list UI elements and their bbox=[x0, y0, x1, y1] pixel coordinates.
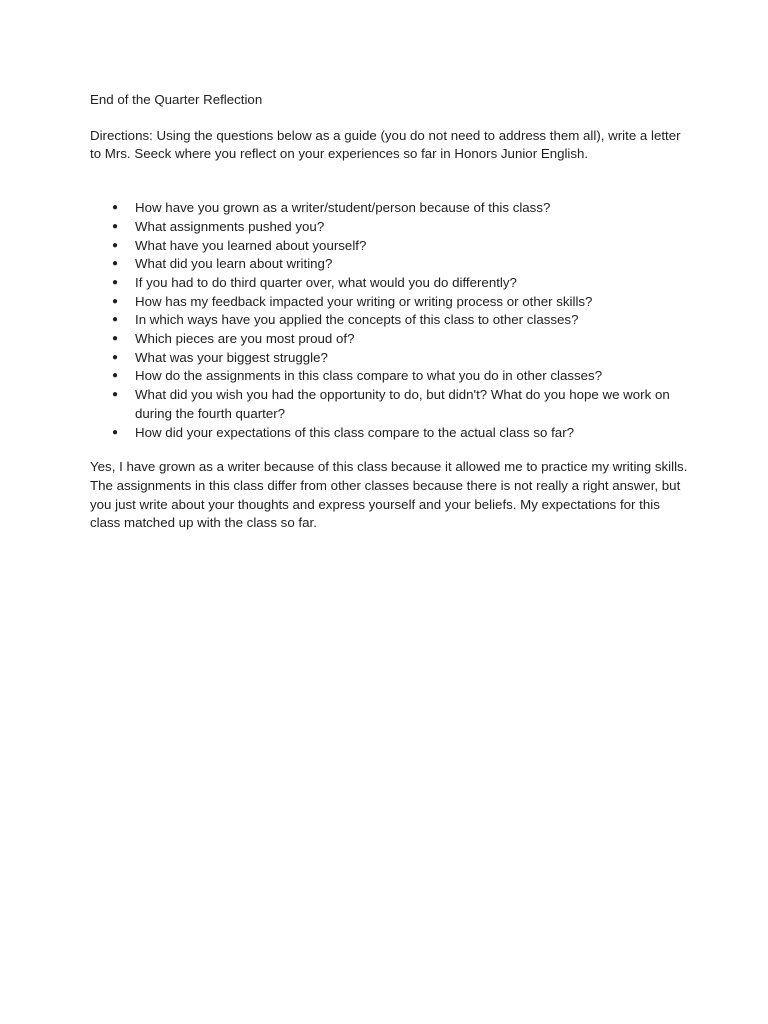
question-text: In which ways have you applied the concepts of this class to other classes? bbox=[135, 312, 579, 328]
question-text: Which pieces are you most proud of? bbox=[135, 331, 355, 347]
question-text: How have you grown as a writer/student/person because of this class? bbox=[135, 200, 551, 216]
list-item bbox=[90, 311, 690, 330]
bullet-icon: ● bbox=[112, 314, 119, 326]
list-item bbox=[90, 237, 690, 256]
bullet-icon: ● bbox=[112, 333, 119, 345]
bullet-icon: ● bbox=[112, 239, 119, 251]
bullet-icon: ● bbox=[112, 370, 119, 382]
list-item bbox=[90, 367, 690, 386]
document-page bbox=[90, 91, 690, 533]
list-item bbox=[90, 274, 690, 293]
bullet-icon: ● bbox=[112, 220, 119, 232]
bullet-icon: ● bbox=[112, 351, 119, 363]
list-item bbox=[90, 330, 690, 349]
question-text: What did you wish you had the opportunity to do, but didn't? What do you hope we work on during the fourth quarter? bbox=[135, 387, 670, 421]
list-item bbox=[90, 218, 690, 237]
bullet-icon: ● bbox=[112, 276, 119, 288]
bullet-icon: ● bbox=[112, 389, 119, 401]
response-paragraph: Yes, I have grown as a writer because of this class because it allowed me to practice my writing skills. The assignments in this class differ from other classes because there is not really a right answer, but you just write about your thoughts and express yourself and your beliefs. My expectations for this class matched up with the class so far. bbox=[90, 459, 688, 531]
list-item bbox=[90, 199, 690, 218]
bullet-icon: ● bbox=[112, 258, 119, 270]
question-text: What have you learned about yourself? bbox=[135, 237, 367, 253]
list-item bbox=[90, 293, 690, 312]
list-item bbox=[90, 349, 690, 368]
question-list bbox=[90, 199, 690, 442]
question-text: If you had to do third quarter over, what would you do differently? bbox=[135, 274, 517, 290]
bullet-icon: ● bbox=[112, 202, 119, 214]
question-text: How do the assignments in this class compare to what you do in other classes? bbox=[135, 368, 603, 384]
bullet-icon: ● bbox=[112, 426, 119, 438]
document-title: End of the Quarter Reflection bbox=[90, 92, 263, 107]
question-text: How has my feedback impacted your writing or writing process or other skills? bbox=[135, 293, 593, 309]
question-text: What assignments pushed you? bbox=[135, 218, 325, 234]
question-text: How did your expectations of this class compare to the actual class so far? bbox=[135, 424, 575, 440]
question-text: What did you learn about writing? bbox=[135, 256, 333, 272]
question-text: What was your biggest struggle? bbox=[135, 349, 328, 365]
bullet-icon: ● bbox=[112, 295, 119, 307]
list-item bbox=[90, 424, 690, 443]
directions-paragraph: Directions: Using the questions below as a guide (you do not need to address them all), write a letter to Mrs. Seeck where you reflect on your experiences so far in Honors Junior English. bbox=[90, 127, 681, 162]
list-item bbox=[90, 386, 690, 423]
list-item bbox=[90, 255, 690, 274]
